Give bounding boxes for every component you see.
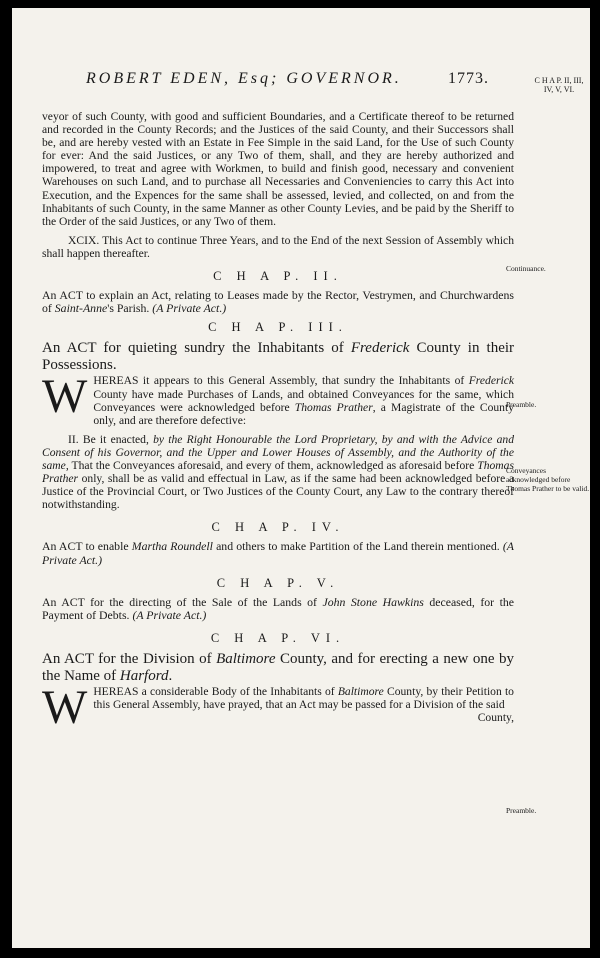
document-body	[42, 110, 515, 734]
catchword: County,	[477, 711, 514, 725]
margin-preamble-1: Preamble.	[506, 400, 537, 409]
chapter-heading-5: C H A P. V.	[216, 575, 340, 590]
chapter-heading-4: C H A P. IV.	[211, 520, 345, 535]
act-title-2: An ACT to explain an Act, relating to Leases made by the Rector, Vestrymen, and Churchwardens of Saint-Anne's Parish. (A Private Act.)	[42, 288, 514, 316]
act-title-3: An ACT for quieting sundry the Inhabitants of Frederick County in their Possessions.	[42, 340, 515, 374]
chapter-heading-3: C H A P. III.	[208, 320, 348, 335]
margin-chapter-ref: C H A P. II, III, IV, V, VI.	[534, 76, 584, 94]
drop-cap: W	[42, 370, 88, 424]
paragraph-xcix: XCIX. This Act to continue Three Years, and to the End of the next Session of Assembly which shall happen thereafter.	[42, 233, 514, 260]
act-title-4: An ACT to enable Martha Roundell and others to make Partition of the Land therein mentioned. (A Private Act.)	[42, 539, 515, 567]
act-title-6: An ACT for the Division of Baltimore County, and for erecting a new one by the Name of Harford.	[42, 651, 514, 684]
margin-preamble-2: Preamble.	[506, 806, 537, 815]
preamble-chapter-6: WHEREAS a considerable Body of the Inhabitants of Baltimore County, by their Petition to this General Assembly, have prayed, that an Act may be passed for a Division of the said	[42, 681, 514, 734]
enacting-clause: II. Be it enacted, by the Right Honourable the Lord Proprietary, by and with the Advice and Consent of his Governor, and the Upper and Lower Houses of Assembly, and the Authority of the same, That the Conveyances aforesaid, and every of them, acknowledged as aforesaid before Thomas Prather only, shall be as valid and effectual in Law, as if the same had been acknowledged before a Justice of the Provincial Court, or Two Justices of the County Court, any Law to the contrary thereof notwithstanding.	[42, 432, 514, 512]
chapter-heading-2: C H A P. II.	[213, 269, 343, 284]
act-title-5: An ACT for the directing of the Sale of the Lands of John Stone Hawkins deceased, for the Payment of Debts. (A Private Act.)	[42, 594, 514, 622]
chapter-heading-6: C H A P. VI.	[210, 630, 346, 645]
paragraph-continued: veyor of such County, with good and sufficient Boundaries, and a Certificate thereof to be returned and recorded in the County Records; and the Justices of the said County, and their Successors shall be, and are hereby vested with an Estate in Fee Simple in the said Land, for the Use of such County for ever: And the said Justices, or any Two of them, shall, and they are hereby authorized and impowered, to treat and agree with Workmen, to build and finish good, necessary and convenient Warehouses on such Land, and to purchase all Necessaries and Conveniencies to carry this Act into Execution, and the Expences for the same shall be assessed, levied, and collected, on and from the Inhabitants of such County, in the same Manner as other County Levies, and be paid by the Sheriff to the Order of the said Justices, or any Two of them.	[42, 110, 514, 228]
running-title: ROBERT EDEN, Esq; GOVERNOR.	[86, 70, 402, 87]
margin-continuance: Continuance.	[506, 264, 546, 273]
running-header	[86, 70, 516, 88]
preamble-chapter-3: WHEREAS it appears to this General Assembly, that sundry the Inhabitants of Frederick County have made Purchases of Lands, and obtained Conveyances for the same, which Conveyances were acknowledged before Thomas Prather, a Magistrate of the County only, and are therefore defective:	[42, 370, 514, 427]
document-page	[12, 8, 590, 948]
margin-conveyances-note: Conveyances acknowledged before Thomas Prather to be valid.	[506, 466, 590, 493]
drop-cap: W	[42, 681, 88, 734]
page-year: 1773.	[448, 70, 489, 87]
